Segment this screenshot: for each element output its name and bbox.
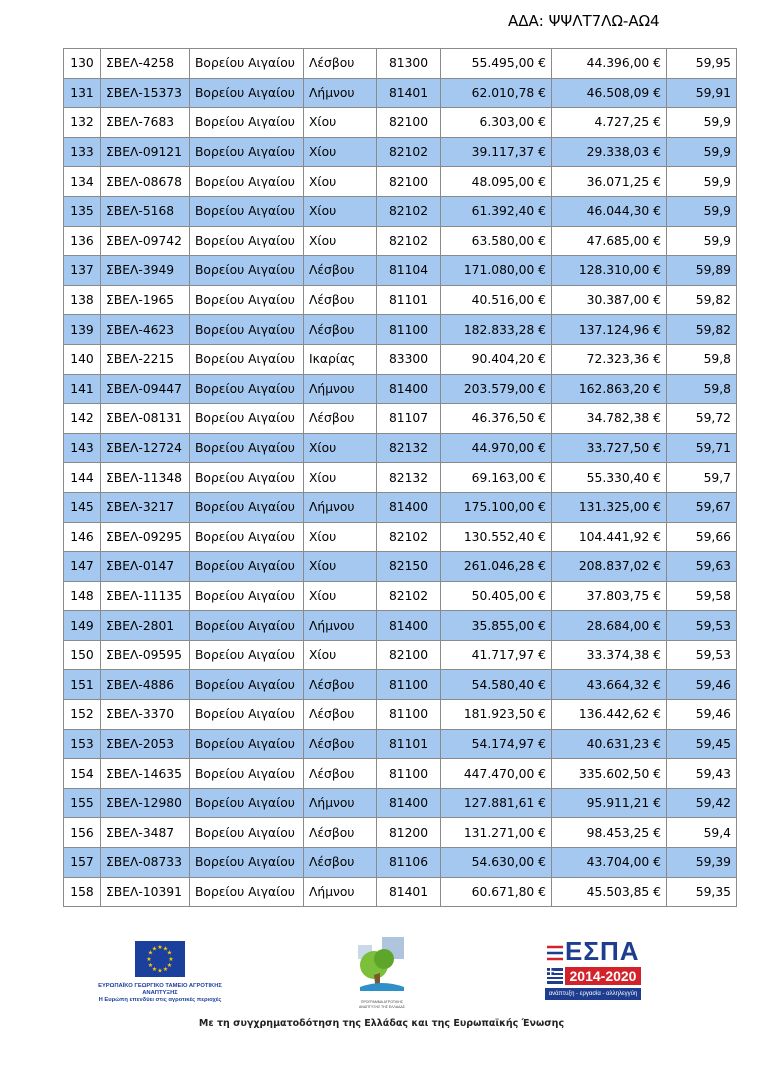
region-cell: Βορείου Αιγαίου [190, 49, 304, 79]
budget-amount-cell: 41.717,97 € [441, 640, 552, 670]
regional-unit-cell: Χίου [304, 640, 377, 670]
region-cell: Βορείου Αιγαίου [190, 581, 304, 611]
region-cell: Βορείου Αιγαίου [190, 759, 304, 789]
regional-unit-cell: Λέσβου [304, 759, 377, 789]
public-expenditure-amount-cell: 137.124,96 € [552, 315, 667, 345]
region-cell: Βορείου Αιγαίου [190, 640, 304, 670]
postal-code-cell: 81300 [377, 49, 441, 79]
regional-unit-cell: Λήμνου [304, 374, 377, 404]
region-cell: Βορείου Αιγαίου [190, 108, 304, 138]
budget-amount-cell: 39.117,37 € [441, 137, 552, 167]
row-number-cell: 154 [64, 759, 101, 789]
regional-unit-cell: Λήμνου [304, 788, 377, 818]
postal-code-cell: 81200 [377, 818, 441, 848]
score-cell: 59,58 [667, 581, 737, 611]
application-code-cell: ΣΒΕΛ-10391 [101, 877, 190, 907]
row-number-cell: 156 [64, 818, 101, 848]
row-number-cell: 155 [64, 788, 101, 818]
public-expenditure-amount-cell: 33.727,50 € [552, 433, 667, 463]
postal-code-cell: 81100 [377, 759, 441, 789]
espa-waves-icon [545, 943, 565, 965]
svg-text:★: ★ [147, 949, 154, 957]
budget-amount-cell: 46.376,50 € [441, 404, 552, 434]
row-number-cell: 152 [64, 700, 101, 730]
region-cell: Βορείου Αιγαίου [190, 492, 304, 522]
public-expenditure-amount-cell: 44.396,00 € [552, 49, 667, 79]
application-code-cell: ΣΒΕΛ-2215 [101, 344, 190, 374]
postal-code-cell: 82102 [377, 522, 441, 552]
row-number-cell: 134 [64, 167, 101, 197]
postal-code-cell: 82132 [377, 463, 441, 493]
region-cell: Βορείου Αιγαίου [190, 788, 304, 818]
row-number-cell: 147 [64, 552, 101, 582]
application-code-cell: ΣΒΕΛ-08733 [101, 848, 190, 878]
score-cell: 59,89 [667, 256, 737, 286]
postal-code-cell: 81401 [377, 78, 441, 108]
budget-amount-cell: 171.080,00 € [441, 256, 552, 286]
public-expenditure-amount-cell: 136.442,62 € [552, 700, 667, 730]
budget-amount-cell: 181.923,50 € [441, 700, 552, 730]
score-cell: 59,9 [667, 226, 737, 256]
regional-unit-cell: Χίου [304, 108, 377, 138]
postal-code-cell: 82132 [377, 433, 441, 463]
regional-unit-cell: Λέσβου [304, 700, 377, 730]
svg-text:★: ★ [147, 962, 154, 969]
budget-amount-cell: 40.516,00 € [441, 285, 552, 315]
table-row [64, 285, 737, 315]
regional-unit-cell: Λέσβου [304, 256, 377, 286]
svg-text:★: ★ [162, 945, 169, 953]
application-code-cell: ΣΒΕΛ-15373 [101, 78, 190, 108]
row-number-cell: 132 [64, 108, 101, 138]
regional-unit-cell: Χίου [304, 433, 377, 463]
tree-emblem-icon [352, 935, 412, 995]
row-number-cell: 158 [64, 877, 101, 907]
budget-amount-cell: 54.174,97 € [441, 729, 552, 759]
budget-amount-cell: 63.580,00 € [441, 226, 552, 256]
table-row [64, 196, 737, 226]
application-code-cell: ΣΒΕΛ-3217 [101, 492, 190, 522]
postal-code-cell: 81101 [377, 285, 441, 315]
public-expenditure-amount-cell: 4.727,25 € [552, 108, 667, 138]
public-expenditure-amount-cell: 335.602,50 € [552, 759, 667, 789]
public-expenditure-amount-cell: 128.310,00 € [552, 256, 667, 286]
score-cell: 59,66 [667, 522, 737, 552]
score-cell: 59,35 [667, 877, 737, 907]
row-number-cell: 140 [64, 344, 101, 374]
regional-unit-cell: Λέσβου [304, 848, 377, 878]
postal-code-cell: 82100 [377, 640, 441, 670]
score-cell: 59,72 [667, 404, 737, 434]
svg-text:★: ★ [146, 956, 152, 963]
region-cell: Βορείου Αιγαίου [190, 374, 304, 404]
application-code-cell: ΣΒΕΛ-4258 [101, 49, 190, 79]
row-number-cell: 146 [64, 522, 101, 552]
row-number-cell: 149 [64, 611, 101, 641]
svg-text:★: ★ [157, 944, 163, 951]
region-cell: Βορείου Αιγαίου [190, 552, 304, 582]
score-cell: 59,9 [667, 167, 737, 197]
postal-code-cell: 81100 [377, 700, 441, 730]
row-number-cell: 148 [64, 581, 101, 611]
regional-unit-cell: Λέσβου [304, 49, 377, 79]
score-cell: 59,4 [667, 818, 737, 848]
table-row [64, 581, 737, 611]
regional-unit-cell: Χίου [304, 552, 377, 582]
postal-code-cell: 81400 [377, 611, 441, 641]
postal-code-cell: 81401 [377, 877, 441, 907]
postal-code-cell: 81100 [377, 315, 441, 345]
postal-code-cell: 81106 [377, 848, 441, 878]
region-cell: Βορείου Αιγαίου [190, 848, 304, 878]
greek-eu-flag-icon [547, 968, 563, 984]
application-code-cell: ΣΒΕΛ-1965 [101, 285, 190, 315]
public-expenditure-amount-cell: 55.330,40 € [552, 463, 667, 493]
table-row [64, 700, 737, 730]
table-row [64, 611, 737, 641]
score-cell: 59,9 [667, 137, 737, 167]
score-cell: 59,42 [667, 788, 737, 818]
public-expenditure-amount-cell: 37.803,75 € [552, 581, 667, 611]
application-code-cell: ΣΒΕΛ-08131 [101, 404, 190, 434]
postal-code-cell: 82102 [377, 581, 441, 611]
table-row [64, 818, 737, 848]
application-code-cell: ΣΒΕΛ-5168 [101, 196, 190, 226]
application-code-cell: ΣΒΕΛ-09447 [101, 374, 190, 404]
region-cell: Βορείου Αιγαίου [190, 522, 304, 552]
postal-code-cell: 82102 [377, 226, 441, 256]
table-row [64, 344, 737, 374]
cofinancing-footer: Με τη συγχρηματοδότηση της Ελλάδας και της Ευρωπαϊκής Ένωσης [198, 1018, 565, 1029]
score-cell: 59,46 [667, 670, 737, 700]
row-number-cell: 153 [64, 729, 101, 759]
application-code-cell: ΣΒΕΛ-7683 [101, 108, 190, 138]
postal-code-cell: 82102 [377, 137, 441, 167]
beneficiaries-table [63, 48, 737, 907]
row-number-cell: 137 [64, 256, 101, 286]
rural-development-program-logo: ΠΡΟΓΡΑΜΜΑ ΑΓΡΟΤΙΚΗΣ ΑΝΑΠΤΥΞΗΣ ΤΗΣ ΕΛΛΑΔΑΣ [352, 935, 412, 1009]
score-cell: 59,43 [667, 759, 737, 789]
public-expenditure-amount-cell: 43.704,00 € [552, 848, 667, 878]
region-cell: Βορείου Αιγαίου [190, 315, 304, 345]
budget-amount-cell: 90.404,20 € [441, 344, 552, 374]
score-cell: 59,46 [667, 700, 737, 730]
postal-code-cell: 81100 [377, 670, 441, 700]
budget-amount-cell: 50.405,00 € [441, 581, 552, 611]
row-number-cell: 136 [64, 226, 101, 256]
application-code-cell: ΣΒΕΛ-11348 [101, 463, 190, 493]
row-number-cell: 151 [64, 670, 101, 700]
regional-unit-cell: Χίου [304, 137, 377, 167]
postal-code-cell: 81400 [377, 374, 441, 404]
region-cell: Βορείου Αιγαίου [190, 137, 304, 167]
svg-text:★: ★ [151, 966, 158, 973]
score-cell: 59,8 [667, 374, 737, 404]
row-number-cell: 150 [64, 640, 101, 670]
application-code-cell: ΣΒΕΛ-4623 [101, 315, 190, 345]
budget-amount-cell: 60.671,80 € [441, 877, 552, 907]
score-cell: 59,8 [667, 344, 737, 374]
row-number-cell: 133 [64, 137, 101, 167]
row-number-cell: 143 [64, 433, 101, 463]
budget-amount-cell: 130.552,40 € [441, 522, 552, 552]
public-expenditure-amount-cell: 162.863,20 € [552, 374, 667, 404]
table-row [64, 404, 737, 434]
regional-unit-cell: Λήμνου [304, 492, 377, 522]
table-row [64, 463, 737, 493]
regional-unit-cell: Λήμνου [304, 78, 377, 108]
score-cell: 59,39 [667, 848, 737, 878]
application-code-cell: ΣΒΕΛ-08678 [101, 167, 190, 197]
budget-amount-cell: 62.010,78 € [441, 78, 552, 108]
row-number-cell: 141 [64, 374, 101, 404]
application-code-cell: ΣΒΕΛ-3487 [101, 818, 190, 848]
score-cell: 59,95 [667, 49, 737, 79]
eu-flag-icon [135, 941, 185, 977]
table-row [64, 729, 737, 759]
regional-unit-cell: Λέσβου [304, 729, 377, 759]
row-number-cell: 144 [64, 463, 101, 493]
row-number-cell: 135 [64, 196, 101, 226]
public-expenditure-amount-cell: 36.071,25 € [552, 167, 667, 197]
score-cell: 59,91 [667, 78, 737, 108]
public-expenditure-amount-cell: 46.044,30 € [552, 196, 667, 226]
postal-code-cell: 81400 [377, 492, 441, 522]
table-row [64, 78, 737, 108]
budget-amount-cell: 54.580,40 € [441, 670, 552, 700]
application-code-cell: ΣΒΕΛ-09595 [101, 640, 190, 670]
table-row [64, 788, 737, 818]
regional-unit-cell: Λέσβου [304, 404, 377, 434]
score-cell: 59,71 [667, 433, 737, 463]
public-expenditure-amount-cell: 72.323,36 € [552, 344, 667, 374]
table-row [64, 848, 737, 878]
budget-amount-cell: 54.630,00 € [441, 848, 552, 878]
region-cell: Βορείου Αιγαίου [190, 877, 304, 907]
score-cell: 59,9 [667, 108, 737, 138]
budget-amount-cell: 131.271,00 € [441, 818, 552, 848]
postal-code-cell: 82100 [377, 108, 441, 138]
row-number-cell: 157 [64, 848, 101, 878]
score-cell: 59,53 [667, 640, 737, 670]
svg-text:★: ★ [166, 949, 173, 957]
table-row [64, 670, 737, 700]
table-row [64, 552, 737, 582]
budget-amount-cell: 61.392,40 € [441, 196, 552, 226]
svg-text:★: ★ [166, 962, 173, 969]
public-expenditure-amount-cell: 98.453,25 € [552, 818, 667, 848]
table-row [64, 137, 737, 167]
table-row [64, 315, 737, 345]
budget-amount-cell: 203.579,00 € [441, 374, 552, 404]
public-expenditure-amount-cell: 33.374,38 € [552, 640, 667, 670]
table-row [64, 492, 737, 522]
application-code-cell: ΣΒΕΛ-2801 [101, 611, 190, 641]
application-code-cell: ΣΒΕΛ-11135 [101, 581, 190, 611]
budget-amount-cell: 48.095,00 € [441, 167, 552, 197]
regional-unit-cell: Χίου [304, 167, 377, 197]
row-number-cell: 142 [64, 404, 101, 434]
eafrd-caption: ΕΥΡΩΠΑΪΚΟ ΓΕΩΡΓΙΚΟ ΤΑΜΕΙΟ ΑΓΡΟΤΙΚΗΣ ΑΝΑΠΤΥΞΗΣ Η Ευρώπη επενδύει στις αγροτικές περιοχές [98, 983, 222, 1003]
public-expenditure-amount-cell: 46.508,09 € [552, 78, 667, 108]
budget-amount-cell: 55.495,00 € [441, 49, 552, 79]
application-code-cell: ΣΒΕΛ-2053 [101, 729, 190, 759]
postal-code-cell: 82102 [377, 196, 441, 226]
application-code-cell: ΣΒΕΛ-14635 [101, 759, 190, 789]
score-cell: 59,63 [667, 552, 737, 582]
public-expenditure-amount-cell: 34.782,38 € [552, 404, 667, 434]
regional-unit-cell: Χίου [304, 463, 377, 493]
application-code-cell: ΣΒΕΛ-09121 [101, 137, 190, 167]
public-expenditure-amount-cell: 104.441,92 € [552, 522, 667, 552]
score-cell: 59,67 [667, 492, 737, 522]
region-cell: Βορείου Αιγαίου [190, 344, 304, 374]
application-code-cell: ΣΒΕΛ-4886 [101, 670, 190, 700]
region-cell: Βορείου Αιγαίου [190, 700, 304, 730]
score-cell: 59,45 [667, 729, 737, 759]
svg-text:★: ★ [151, 945, 158, 953]
budget-amount-cell: 6.303,00 € [441, 108, 552, 138]
budget-amount-cell: 261.046,28 € [441, 552, 552, 582]
row-number-cell: 138 [64, 285, 101, 315]
region-cell: Βορείου Αιγαίου [190, 226, 304, 256]
budget-amount-cell: 44.970,00 € [441, 433, 552, 463]
postal-code-cell: 81400 [377, 788, 441, 818]
score-cell: 59,7 [667, 463, 737, 493]
application-code-cell: ΣΒΕΛ-3949 [101, 256, 190, 286]
eafrd-logo [95, 935, 225, 1004]
table-row [64, 433, 737, 463]
regional-unit-cell: Χίου [304, 522, 377, 552]
postal-code-cell: 81104 [377, 256, 441, 286]
document-ada-id: ΑΔΑ: ΨΨΛΤ7ΛΩ-ΑΩ4 [508, 12, 660, 30]
row-number-cell: 130 [64, 49, 101, 79]
region-cell: Βορείου Αιγαίου [190, 729, 304, 759]
logo-strip: ★ ★ ★ ★ ★ ★ ★ ★ ★ ★ ★ ★ ΕΥΡΩΠΑΪΚΟ ΓΕΩΡΓΙΚΟ ΤΑΜΕΙΟ ΑΓΡΟΤΙΚΗΣ ΑΝΑΠΤΥΞΗΣ Η Ευρώπη επενδύει στις αγροτικές περιοχές ΠΡΟΓΡΑΜΜΑ ΑΓΡΟΤΙΚΗΣ ΑΝΑΠΤΥΞΗΣ ΤΗΣ ΕΛΛΑΔΑΣ ΕΣΠΑ 2014-2020 ανάπτυξη - εργασία - αλληλεγγύη [0, 935, 763, 1015]
regional-unit-cell: Λέσβου [304, 818, 377, 848]
score-cell: 59,82 [667, 285, 737, 315]
postal-code-cell: 81101 [377, 729, 441, 759]
table-row [64, 108, 737, 138]
regional-unit-cell: Λήμνου [304, 611, 377, 641]
public-expenditure-amount-cell: 43.664,32 € [552, 670, 667, 700]
table-row [64, 167, 737, 197]
regional-unit-cell: Λέσβου [304, 285, 377, 315]
region-cell: Βορείου Αιγαίου [190, 433, 304, 463]
public-expenditure-amount-cell: 30.387,00 € [552, 285, 667, 315]
postal-code-cell: 82100 [377, 167, 441, 197]
application-code-cell: ΣΒΕΛ-3370 [101, 700, 190, 730]
budget-amount-cell: 447.470,00 € [441, 759, 552, 789]
svg-text:★: ★ [162, 966, 169, 973]
table-row [64, 226, 737, 256]
regional-unit-cell: Λέσβου [304, 670, 377, 700]
svg-text:★: ★ [168, 956, 174, 963]
application-code-cell: ΣΒΕΛ-12724 [101, 433, 190, 463]
regional-unit-cell: Χίου [304, 581, 377, 611]
svg-text:★: ★ [157, 967, 163, 975]
public-expenditure-amount-cell: 28.684,00 € [552, 611, 667, 641]
row-number-cell: 131 [64, 78, 101, 108]
region-cell: Βορείου Αιγαίου [190, 285, 304, 315]
budget-amount-cell: 35.855,00 € [441, 611, 552, 641]
public-expenditure-amount-cell: 29.338,03 € [552, 137, 667, 167]
regional-unit-cell: Ικαρίας [304, 344, 377, 374]
regional-unit-cell: Χίου [304, 226, 377, 256]
region-cell: Βορείου Αιγαίου [190, 78, 304, 108]
postal-code-cell: 81107 [377, 404, 441, 434]
region-cell: Βορείου Αιγαίου [190, 463, 304, 493]
budget-amount-cell: 69.163,00 € [441, 463, 552, 493]
region-cell: Βορείου Αιγαίου [190, 404, 304, 434]
application-code-cell: ΣΒΕΛ-09295 [101, 522, 190, 552]
budget-amount-cell: 175.100,00 € [441, 492, 552, 522]
budget-amount-cell: 127.881,61 € [441, 788, 552, 818]
score-cell: 59,53 [667, 611, 737, 641]
public-expenditure-amount-cell: 40.631,23 € [552, 729, 667, 759]
score-cell: 59,9 [667, 196, 737, 226]
public-expenditure-amount-cell: 45.503,85 € [552, 877, 667, 907]
public-expenditure-amount-cell: 208.837,02 € [552, 552, 667, 582]
table-row [64, 759, 737, 789]
regional-unit-cell: Χίου [304, 196, 377, 226]
public-expenditure-amount-cell: 47.685,00 € [552, 226, 667, 256]
table-row [64, 640, 737, 670]
region-cell: Βορείου Αιγαίου [190, 196, 304, 226]
public-expenditure-amount-cell: 131.325,00 € [552, 492, 667, 522]
public-expenditure-amount-cell: 95.911,21 € [552, 788, 667, 818]
postal-code-cell: 82150 [377, 552, 441, 582]
region-cell: Βορείου Αιγαίου [190, 611, 304, 641]
application-code-cell: ΣΒΕΛ-0147 [101, 552, 190, 582]
table-row [64, 522, 737, 552]
application-code-cell: ΣΒΕΛ-09742 [101, 226, 190, 256]
application-code-cell: ΣΒΕΛ-12980 [101, 788, 190, 818]
table-row [64, 256, 737, 286]
budget-amount-cell: 182.833,28 € [441, 315, 552, 345]
row-number-cell: 145 [64, 492, 101, 522]
regional-unit-cell: Λέσβου [304, 315, 377, 345]
postal-code-cell: 83300 [377, 344, 441, 374]
region-cell: Βορείου Αιγαίου [190, 256, 304, 286]
region-cell: Βορείου Αιγαίου [190, 818, 304, 848]
regional-unit-cell: Λήμνου [304, 877, 377, 907]
row-number-cell: 139 [64, 315, 101, 345]
table-row [64, 49, 737, 79]
region-cell: Βορείου Αιγαίου [190, 167, 304, 197]
region-cell: Βορείου Αιγαίου [190, 670, 304, 700]
table-row [64, 374, 737, 404]
table-row [64, 877, 737, 907]
score-cell: 59,82 [667, 315, 737, 345]
